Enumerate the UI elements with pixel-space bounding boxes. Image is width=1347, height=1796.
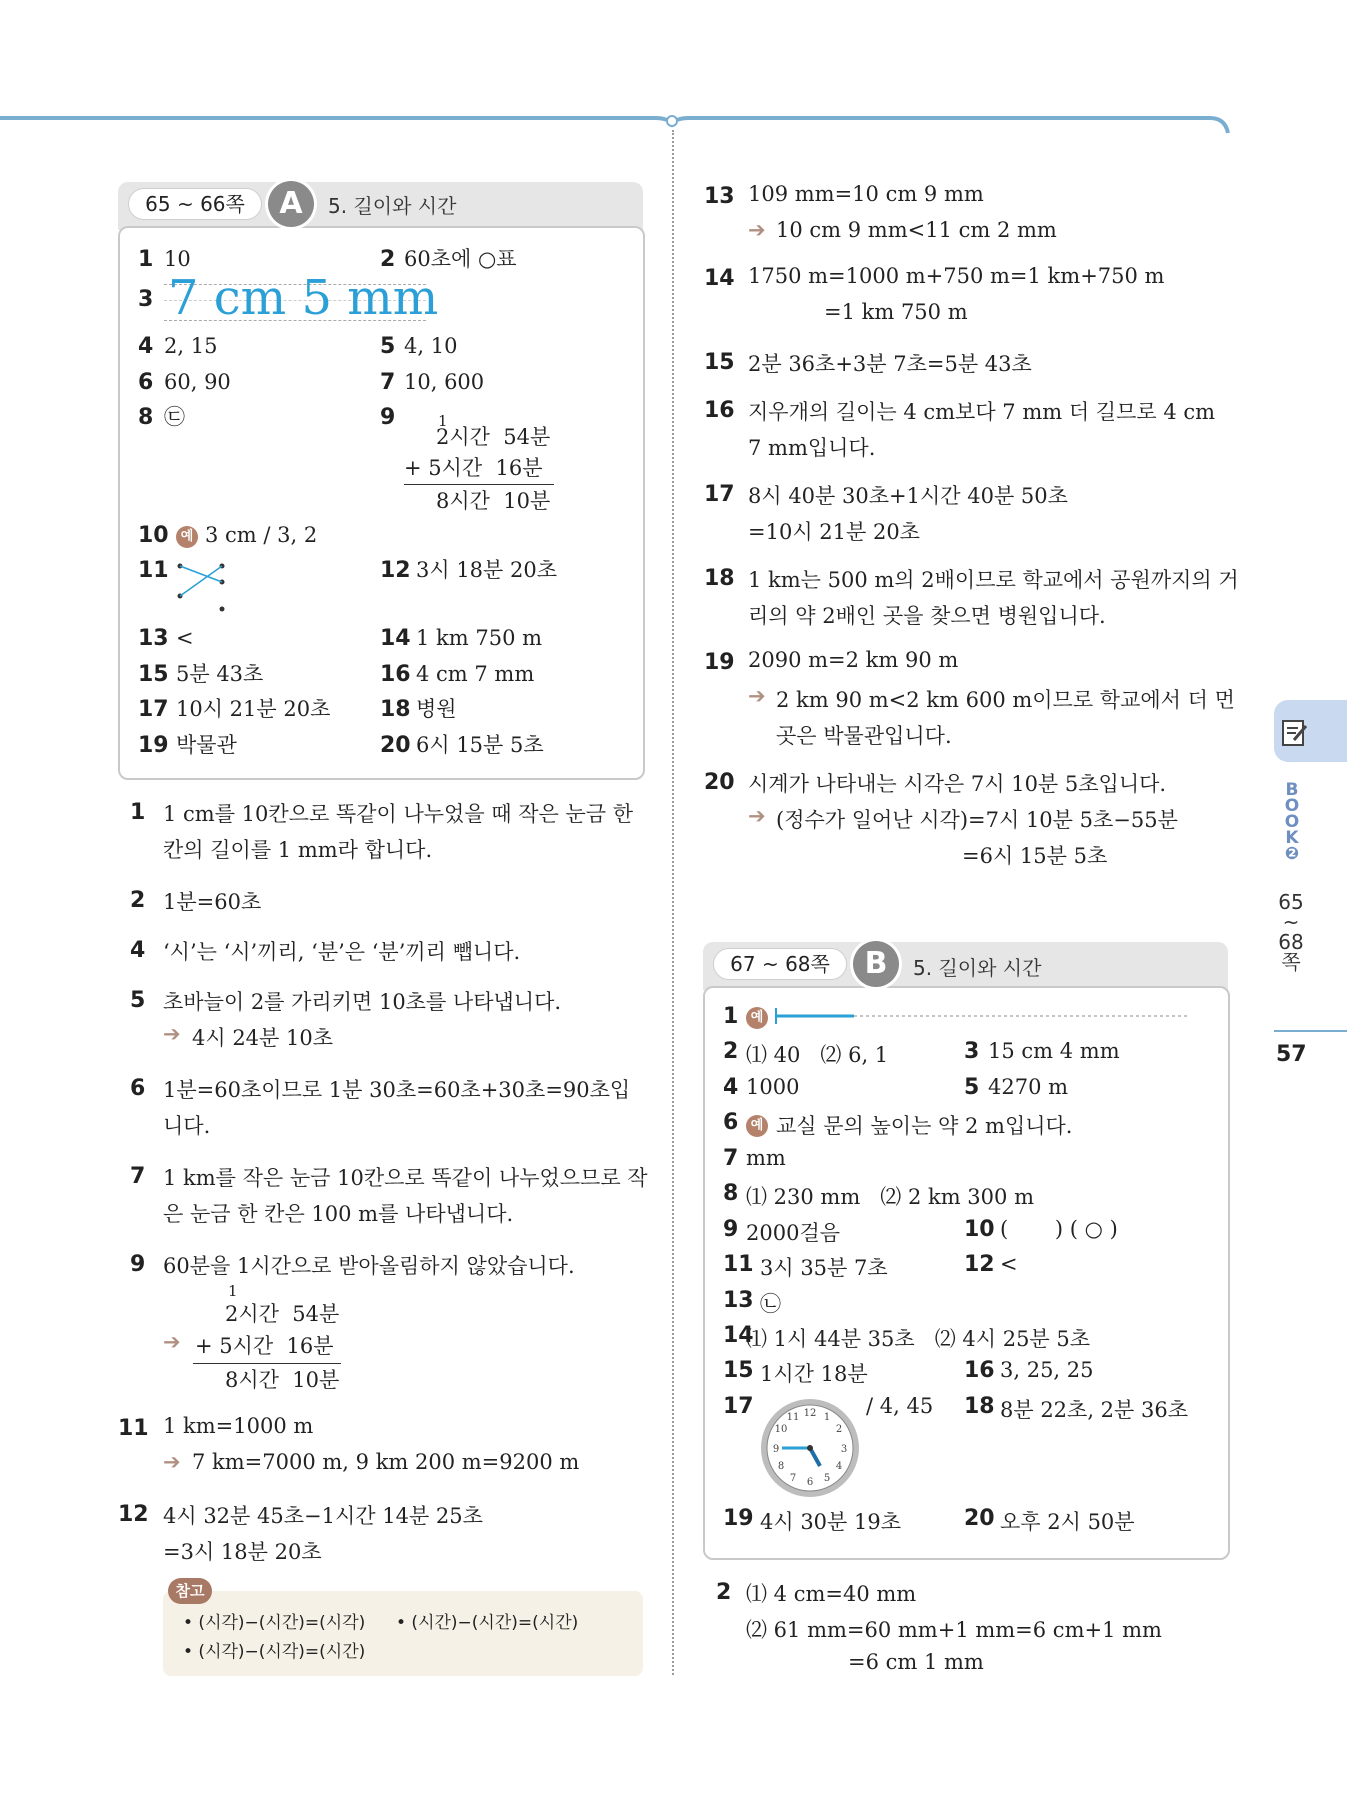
side-book-label: B O O K ❷ — [1284, 780, 1300, 864]
le-9-l1: 60분을 1시간으로 받아올림하지 않았습니다. — [163, 1254, 575, 1278]
box-a-pages: 65 ~ 66쪽 — [128, 188, 262, 220]
a-num-19: 19 — [138, 733, 169, 758]
b-ans-6: 교실 문의 높이는 약 2 m입니다. — [776, 1114, 1073, 1138]
b-ans-17: / 4, 45 — [866, 1394, 934, 1418]
le-11-l2: 7 km=7000 m, 9 km 200 m=9200 m — [192, 1450, 580, 1474]
le-num-4: 4 — [130, 938, 146, 963]
a-num-20: 20 — [380, 733, 411, 758]
box-b-title: 5. 길이와 시간 — [913, 956, 1042, 980]
a-calc-carry: 1 — [438, 412, 448, 430]
arrow-right-icon: ➔ — [748, 684, 766, 708]
side-rule — [1274, 1030, 1347, 1032]
b-ans-16: 3, 25, 25 — [1000, 1358, 1094, 1382]
a-ans-20: 6시 15분 5초 — [416, 733, 544, 757]
re-num-16: 16 — [704, 398, 735, 423]
side-range-start: 65 — [1278, 890, 1304, 914]
le-num-7: 7 — [130, 1164, 146, 1189]
box-a-title: 5. 길이와 시간 — [328, 194, 457, 218]
b-num-15: 15 — [723, 1358, 754, 1383]
page-number: 57 — [1276, 1042, 1307, 1067]
le-5-l2: 4시 24분 10초 — [192, 1026, 334, 1050]
b-ans-19: 4시 30분 19초 — [760, 1510, 902, 1534]
le-num-5: 5 — [130, 988, 146, 1013]
b-ans-12: < — [1000, 1252, 1018, 1276]
re-14-l1: 1750 m=1000 m+750 m=1 km+750 m — [748, 264, 1165, 288]
b-num-11: 11 — [723, 1252, 754, 1277]
side-range-end: 68 — [1278, 930, 1304, 954]
le-11-l1: 1 km=1000 m — [163, 1414, 314, 1438]
le-num-12: 12 — [118, 1502, 149, 1527]
b-num-8: 8 — [723, 1181, 739, 1206]
b-ans-8: ⑴ 230 mm ⑵ 2 km 300 m — [746, 1185, 1034, 1209]
a-num-14: 14 — [380, 626, 411, 651]
le-num-6: 6 — [130, 1076, 146, 1101]
header-rule — [0, 108, 1240, 138]
b-num-13: 13 — [723, 1288, 754, 1313]
note-label: 참고 — [168, 1578, 212, 1604]
b-ans-14: ⑴ 1시 44분 35초 ⑵ 4시 25분 5초 — [746, 1327, 1091, 1351]
b-num-17: 17 — [723, 1394, 754, 1419]
b-ans-20: 오후 2시 50분 — [1000, 1510, 1135, 1534]
note-box — [163, 1591, 643, 1676]
b-num-5: 5 — [964, 1075, 980, 1100]
br-l1: ⑴ 4 cm=40 mm — [746, 1582, 917, 1606]
b-ans-18: 8분 22초, 2분 36초 — [1000, 1398, 1189, 1422]
re-18-l1: 1 km는 500 m의 2배이므로 학교에서 공원까지의 거 — [748, 568, 1239, 592]
le-2-l1: 1분=60초 — [163, 890, 262, 914]
le-7-l2: 은 눈금 한 칸은 100 m를 나타냅니다. — [163, 1202, 514, 1226]
le-9-carry: 1 — [228, 1282, 238, 1300]
clock-num-1: 1 — [823, 1412, 831, 1423]
a-num-12: 12 — [380, 558, 411, 583]
note-bullet-3: • (시각)−(시각)=(시간) — [183, 1642, 366, 1662]
a-num-9: 9 — [380, 405, 396, 430]
b-num-2: 2 — [723, 1039, 739, 1064]
b-ans-15: 1시간 18분 — [760, 1362, 868, 1386]
b-num-14: 14 — [723, 1323, 754, 1348]
clock-num-10: 10 — [774, 1424, 788, 1435]
a-ans-11-matching — [172, 560, 232, 620]
a-ans-18: 병원 — [416, 697, 457, 721]
le-9-c3: 8시간 10분 — [225, 1368, 340, 1392]
le-4-l1: ‘시’는 ‘시’끼리, ‘분’은 ‘분’끼리 뺍니다. — [163, 940, 521, 964]
arrow-right-icon: ➔ — [163, 1450, 181, 1474]
le-num-9: 9 — [130, 1252, 146, 1277]
a-ex-10-wrap — [176, 518, 198, 553]
re-num-17: 17 — [704, 482, 735, 507]
re-19-l2: 2 km 90 m<2 km 600 m이므로 학교에서 더 먼 — [776, 688, 1235, 712]
b-ans-13: ㉡ — [760, 1292, 781, 1316]
re-13-l1: 109 mm=10 cm 9 mm — [748, 182, 984, 206]
a-num-11: 11 — [138, 558, 169, 583]
note-bullet-2: • (시간)−(시간)=(시간) — [396, 1613, 579, 1633]
clock-num-4: 4 — [835, 1461, 843, 1472]
side-range-sep: ~ — [1282, 910, 1300, 934]
b-ans-10: ( ) ( ○ ) — [1000, 1217, 1118, 1241]
a-num-15: 15 — [138, 662, 169, 687]
b-num-7: 7 — [723, 1146, 739, 1171]
re-19-l1: 2090 m=2 km 90 m — [748, 648, 959, 672]
re-20-l2: (정수가 일어난 시각)=7시 10분 5초−55분 — [776, 808, 1178, 832]
a-num-8: 8 — [138, 405, 154, 430]
re-19-l3: 곳은 박물관입니다. — [776, 724, 952, 748]
a-ans-4: 2, 15 — [164, 334, 218, 358]
b-num-10: 10 — [964, 1217, 995, 1242]
a-ans-13: < — [176, 626, 194, 650]
re-13-l2: 10 cm 9 mm<11 cm 2 mm — [776, 218, 1057, 242]
clock-num-8: 8 — [777, 1461, 785, 1472]
a-ans-8: ㉢ — [164, 405, 185, 429]
re-20-l1: 시계가 나타내는 시각은 7시 10분 5초입니다. — [748, 772, 1167, 796]
a-ans-16: 4 cm 7 mm — [416, 662, 535, 686]
le-num-1: 1 — [130, 800, 146, 825]
a-ans-17: 10시 21분 20초 — [176, 697, 331, 721]
a-ans-19: 박물관 — [176, 733, 237, 757]
b-ans-5: 4270 m — [988, 1075, 1069, 1099]
a-calc-line2: + 5시간 16분 — [404, 456, 543, 480]
box-b-pages: 67 ~ 68쪽 — [713, 948, 847, 980]
clock-num-6: 6 — [806, 1477, 814, 1488]
clock-num-12: 12 — [803, 1408, 817, 1419]
re-18-l2: 리의 약 2배인 곳을 찾으면 병원입니다. — [748, 604, 1106, 628]
a-num-4: 4 — [138, 334, 154, 359]
re-num-18: 18 — [704, 566, 735, 591]
a-num-5: 5 — [380, 334, 396, 359]
a-ans-14: 1 km 750 m — [416, 626, 543, 650]
b-ans-4: 1000 — [746, 1075, 800, 1099]
side-range — [1276, 892, 1306, 972]
a-calc-line3: 8시간 10분 — [436, 489, 551, 513]
arrow-right-icon: ➔ — [163, 1022, 181, 1046]
le-6-l1: 1분=60초이므로 1분 30초=60초+30초=90초입 — [163, 1078, 631, 1102]
a-ans-15: 5분 43초 — [176, 662, 264, 686]
b-num-1: 1 — [723, 1004, 739, 1029]
box-b-badge: B — [853, 941, 899, 987]
column-divider — [672, 130, 674, 1675]
re-16-l2: 7 mm입니다. — [748, 436, 876, 460]
re-15-l1: 2분 36초+3분 7초=5분 43초 — [748, 352, 1032, 376]
a-num-7: 7 — [380, 370, 396, 395]
le-5-l1: 초바늘이 2를 가리키면 10초를 나타냅니다. — [163, 990, 562, 1014]
clock-num-11: 11 — [786, 1412, 800, 1423]
b-ans-7: mm — [746, 1146, 786, 1170]
b-num-12: 12 — [964, 1252, 995, 1277]
b-num-18: 18 — [964, 1394, 995, 1419]
a-ans-6: 60, 90 — [164, 370, 231, 394]
clock-num-3: 3 — [840, 1444, 848, 1455]
b-num-16: 16 — [964, 1358, 995, 1383]
a-ans-5: 4, 10 — [404, 334, 458, 358]
clock-num-2: 2 — [835, 1424, 843, 1435]
note-bullet-1: • (시각)−(시간)=(시각) — [183, 1613, 366, 1633]
b-num-9: 9 — [723, 1217, 739, 1242]
arrow-right-icon: ➔ — [748, 804, 766, 828]
br-num-2: 2 — [716, 1580, 732, 1605]
re-num-20: 20 — [704, 770, 735, 795]
a-ans-3: 7 cm 5 mm — [168, 270, 439, 326]
br-l2: ⑵ 61 mm=60 mm+1 mm=6 cm+1 mm — [746, 1618, 1162, 1642]
a-num-6: 6 — [138, 370, 154, 395]
a-ans-7: 10, 600 — [404, 370, 485, 394]
a-num-3: 3 — [138, 287, 154, 312]
b-ans-1-line — [774, 1004, 1194, 1028]
re-num-14: 14 — [704, 266, 735, 291]
a-ans-10: 3 cm / 3, 2 — [205, 523, 318, 547]
a-num-17: 17 — [138, 697, 169, 722]
clock-num-7: 7 — [789, 1473, 797, 1484]
arrow-right-icon: ➔ — [163, 1330, 181, 1354]
b-num-19: 19 — [723, 1506, 754, 1531]
br-l3: =6 cm 1 mm — [848, 1650, 984, 1674]
b-num-20: 20 — [964, 1506, 995, 1531]
a-num-13: 13 — [138, 626, 169, 651]
a-ans-12: 3시 18분 20초 — [416, 558, 558, 582]
example-badge: 예 — [746, 1115, 768, 1137]
example-badge: 예 — [176, 526, 198, 548]
le-12-l1: 4시 32분 45초−1시간 14분 25초 — [163, 1504, 483, 1528]
b-ans-9: 2000걸음 — [746, 1221, 841, 1245]
le-12-l2: =3시 18분 20초 — [163, 1540, 322, 1564]
b-ex-6-wrap — [746, 1112, 768, 1137]
re-num-15: 15 — [704, 350, 735, 375]
le-1-l1: 1 cm를 10칸으로 똑같이 나누었을 때 작은 눈금 한 — [163, 802, 634, 826]
b-num-3: 3 — [964, 1039, 980, 1064]
re-20-l3: =6시 15분 5초 — [962, 844, 1108, 868]
le-1-l2: 칸의 길이를 1 mm라 합니다. — [163, 838, 433, 862]
re-num-19: 19 — [704, 650, 735, 675]
clock-num-9: 9 — [772, 1444, 780, 1455]
arrow-right-icon: ➔ — [748, 218, 766, 242]
a-calc-line1: 2시간 54분 — [436, 425, 551, 449]
le-6-l2: 니다. — [163, 1114, 211, 1138]
example-badge: 예 — [746, 1007, 768, 1029]
a-num-10: 10 — [138, 523, 169, 548]
re-17-l1: 8시 40분 30초+1시간 40분 50초 — [748, 484, 1068, 508]
le-9-c2: + 5시간 16분 — [195, 1334, 334, 1358]
b-num-6: 6 — [723, 1110, 739, 1135]
le-7-l1: 1 km를 작은 눈금 10칸으로 똑같이 나누었으므로 작 — [163, 1166, 648, 1190]
a-num-18: 18 — [380, 697, 411, 722]
a-ans-1: 10 — [164, 247, 191, 271]
le-num-11: 11 — [118, 1416, 149, 1441]
a-num-2: 2 — [380, 247, 396, 272]
note-icon — [1280, 718, 1310, 748]
box-a-badge: A — [268, 181, 314, 227]
a-num-1: 1 — [138, 247, 154, 272]
re-14-l2: =1 km 750 m — [824, 300, 968, 324]
clock-num-5: 5 — [823, 1473, 831, 1484]
clock-icon — [758, 1396, 862, 1500]
a-ans-2: 60초에 ○표 — [404, 247, 517, 271]
re-16-l1: 지우개의 길이는 4 cm보다 7 mm 더 길므로 4 cm — [748, 400, 1216, 424]
a-num-16: 16 — [380, 662, 411, 687]
b-ans-11: 3시 35분 7초 — [760, 1256, 888, 1280]
b-num-4: 4 — [723, 1075, 739, 1100]
b-ans-3: 15 cm 4 mm — [988, 1039, 1120, 1063]
side-range-unit: 쪽 — [1281, 950, 1301, 974]
le-num-2: 2 — [130, 888, 146, 913]
le-9-c1: 2시간 54분 — [225, 1302, 340, 1326]
b-ex-1-wrap — [746, 1004, 768, 1029]
re-num-13: 13 — [704, 184, 735, 209]
b-ans-2: ⑴ 40 ⑵ 6, 1 — [746, 1043, 889, 1067]
re-17-l2: =10시 21분 20초 — [748, 520, 920, 544]
